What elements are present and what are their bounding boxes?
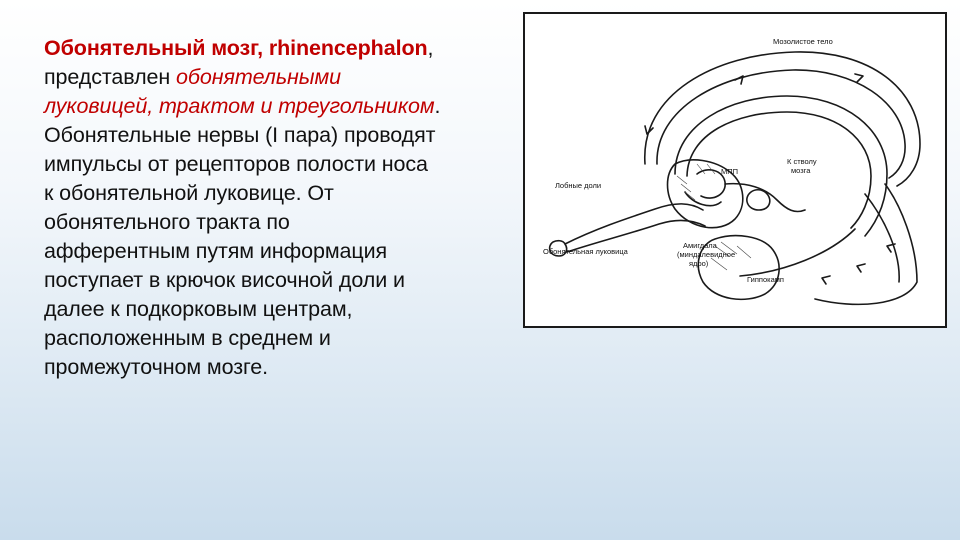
title-comma: , (427, 36, 434, 60)
label-mpp: МПП (721, 167, 739, 176)
central-loop-2 (685, 192, 721, 206)
label-to-brainstem-1: К стволу (787, 157, 817, 166)
hippocampus-band-low (740, 229, 855, 276)
intro-suffix: . (434, 94, 441, 118)
body-line: далее к подкорковым центрам, (44, 297, 353, 321)
intro-prefix: представлен (44, 65, 177, 89)
body-line: обонятельного тракта по (44, 210, 290, 234)
label-amygdala-3: ядро) (689, 259, 709, 268)
label-amygdala-2: (миндалевидное (677, 250, 736, 259)
arrow-marker (822, 276, 830, 284)
intro-italic-1: обонятельными (176, 65, 341, 89)
body-line: к обонятельной луковице. От (44, 181, 334, 205)
arrow-marker (735, 76, 743, 84)
label-to-brainstem-2: мозга (791, 166, 811, 175)
label-olfactory-bulb: Обонятельная луковица (543, 247, 628, 256)
intro-italic-2: луковицей, трактом и треугольником (44, 94, 435, 118)
body-line: поступает в крючок височной доли и (44, 268, 405, 292)
label-hippocampus: Гиппокамп (747, 275, 784, 284)
slide-text (44, 34, 524, 382)
body-line: Обонятельные нервы (I пара) проводят (44, 123, 436, 147)
label-corpus-callosum: Мозолистое тело (773, 37, 833, 46)
fornix-outer (675, 96, 887, 236)
corpus-callosum-outer (645, 52, 920, 186)
slide-title: Обонятельный мозг, rhinencephalon (44, 36, 428, 60)
arrow-marker (857, 264, 865, 272)
body-line: промежуточном мозге. (44, 355, 268, 379)
mpp-pathway (725, 184, 805, 212)
body-line: расположенным в среднем и (44, 326, 331, 350)
label-frontal-lobe: Лобные доли (555, 181, 602, 190)
label-amygdala-1: Амигдала (683, 241, 717, 250)
olfactory-tract (565, 204, 703, 244)
intro-line-2 (44, 63, 524, 92)
limbic-system-figure (523, 12, 947, 328)
body-line: афферентным путям информация (44, 239, 388, 263)
corpus-callosum-inner (657, 70, 905, 178)
brain-diagram (525, 14, 945, 326)
intro-line-3 (44, 92, 524, 121)
body-line: импульсы от рецепторов полости носа (44, 152, 428, 176)
arrow-marker (855, 74, 863, 82)
title-line (44, 34, 524, 63)
brainstem-blob (747, 190, 770, 210)
